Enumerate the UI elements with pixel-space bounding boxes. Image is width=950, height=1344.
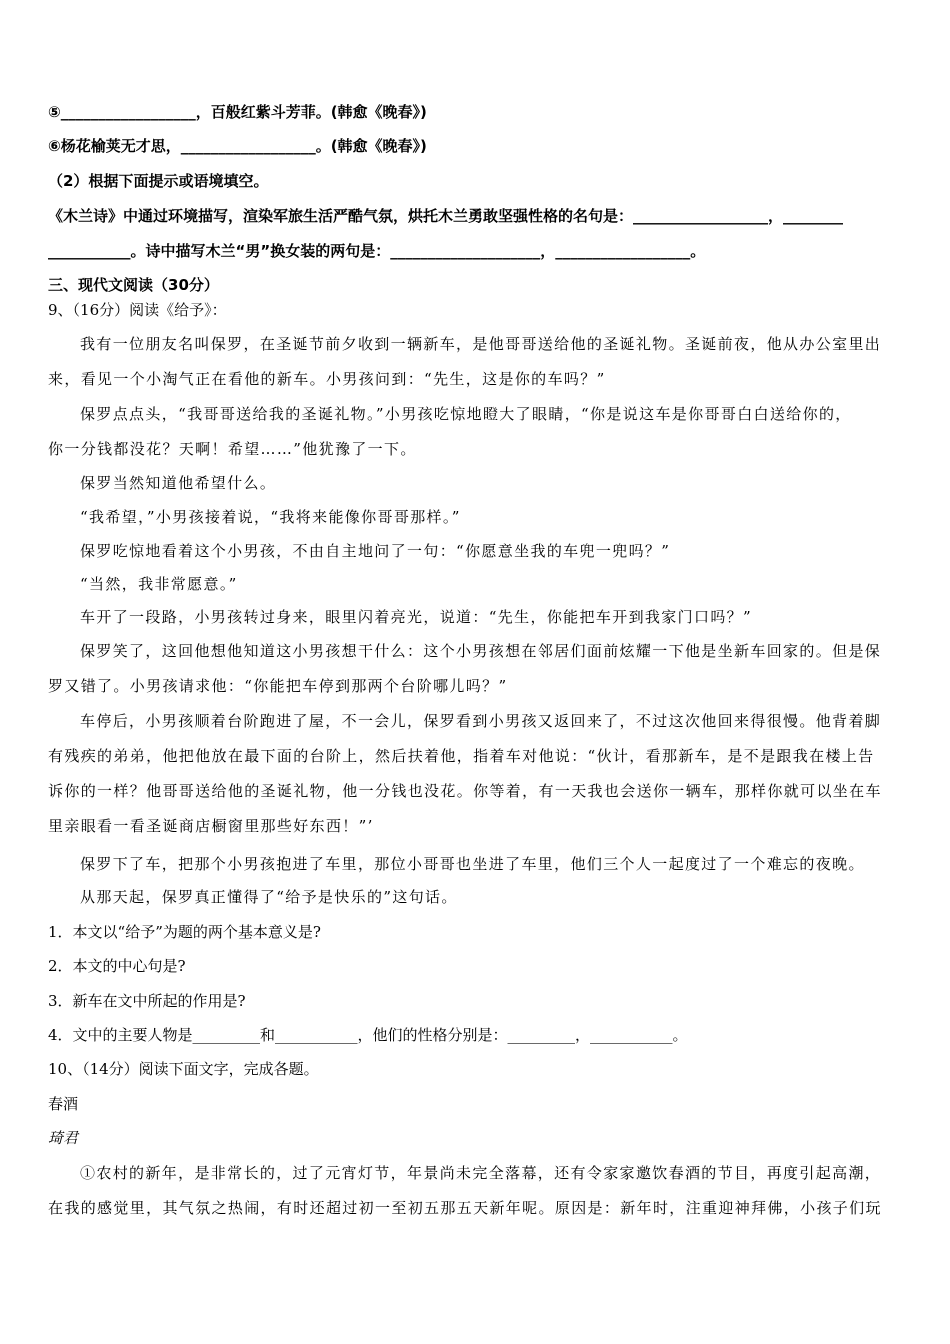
section-3-heading: 三、现代文阅读（30分） <box>48 276 219 294</box>
passage-line: 有残疾的弟弟，他把他放在最下面的台阶上，然后扶着他，指着车对他说：“伙计，看那新车，是不是跟我在楼上告 <box>48 747 875 765</box>
question-item: 4．文中的主要人物是_________和___________，他们的性格分别是：_________，___________。 <box>48 1026 688 1044</box>
passage-line: “我希望，”小男孩接着说，“我将来能像你哥哥那样。” <box>80 508 461 526</box>
passage-line: 保罗当然知道他希望什么。 <box>80 474 277 492</box>
mulan-question-line-1: 《木兰诗》中通过环境描写，渲染军旅生活严酷气氛，烘托木兰勇敢坚强性格的名句是：__________________，________ <box>48 207 844 225</box>
passage-line: 在我的感觉里，其气氛之热闹，有时还超过初一至初五那五天新年呢。原因是：新年时，注重迎神拜佛，小孩子们玩 <box>48 1199 882 1217</box>
passage-title: 春酒 <box>48 1095 79 1113</box>
question-item: 2．本文的中心句是? <box>48 957 186 975</box>
question-item: 3．新车在文中所起的作用是? <box>48 992 246 1010</box>
mulan-question-line-2: ___________。诗中描写木兰“男”换女装的两句是：____________________，__________________。 <box>48 242 706 260</box>
passage-line: 保罗笑了，这回他想他知道这小男孩想干什么：这个小男孩想在邻居们面前炫耀一下他是坐新车回家的。但是保 <box>80 642 882 660</box>
passage-line: 保罗吃惊地看着这个小男孩，不由自主地问了一句：“你愿意坐我的车兜一兜吗？” <box>80 542 671 560</box>
passage-line: 你一分钱都没花？天啊！希望……”他犹豫了一下。 <box>48 440 417 458</box>
question-9-label: 9、（16分）阅读《给予》： <box>48 301 227 319</box>
passage-line: “当然，我非常愿意。” <box>80 575 238 593</box>
passage-line: 里亲眼看一看圣诞商店橱窗里那些好东西！”’ <box>48 817 374 835</box>
passage-line: 诉你的一样？他哥哥送给他的圣诞礼物，他一分钱也没花。你等着，有一天我也会送你一辆车，那样你就可以坐在车 <box>48 782 882 800</box>
passage-line: 罗又错了。小男孩请求他：“你能把车停到那两个台阶哪儿吗？” <box>48 677 508 695</box>
question-item: 1．本文以“给予”为题的两个基本意义是? <box>48 923 321 941</box>
passage-line: ①农村的新年，是非常长的，过了元宵灯节，年景尚未完全落幕，还有令家家邀饮春酒的节目，再度引起高潮， <box>80 1164 882 1182</box>
passage-line: 保罗点点头，“我哥哥送给我的圣诞礼物。”小男孩吃惊地瞪大了眼睛，“你是说这车是你哥哥白白送给你的， <box>80 405 852 423</box>
passage-line: 来，看见一个小淘气正在看他的新车。小男孩问到：“先生，这是你的车吗？” <box>48 370 606 388</box>
part-2-label: （2）根据下面提示或语境填空。 <box>48 172 269 190</box>
passage-line: 车开了一段路，小男孩转过身来，眼里闪着亮光，说道：“先生，你能把车开到我家门口吗？” <box>80 608 753 626</box>
fill-in-question-5: ⑤__________________，百般红紫斗芳菲。(韩愈《晚春》) <box>48 103 427 121</box>
passage-line: 车停后，小男孩顺着台阶跑进了屋，不一会儿，保罗看到小男孩又返回来了，不过这次他回来得很慢。他背着脚 <box>80 712 882 730</box>
passage-line: 保罗下了车，把那个小男孩抱进了车里，那位小哥哥也坐进了车里，他们三个人一起度过了一个难忘的夜晚。 <box>80 855 865 873</box>
passage-line: 我有一位朋友名叫保罗，在圣诞节前夕收到一辆新车，是他哥哥送给他的圣诞礼物。圣诞前夜，他从办公室里出 <box>80 335 882 353</box>
question-10-label: 10、（14分）阅读下面文字，完成各题。 <box>48 1060 319 1078</box>
fill-in-question-6: ⑥杨花榆荚无才思，__________________。(韩愈《晚春》) <box>48 137 427 155</box>
passage-author: 琦君 <box>48 1129 79 1147</box>
passage-line: 从那天起，保罗真正懂得了“给予是快乐的”这句话。 <box>80 888 458 906</box>
